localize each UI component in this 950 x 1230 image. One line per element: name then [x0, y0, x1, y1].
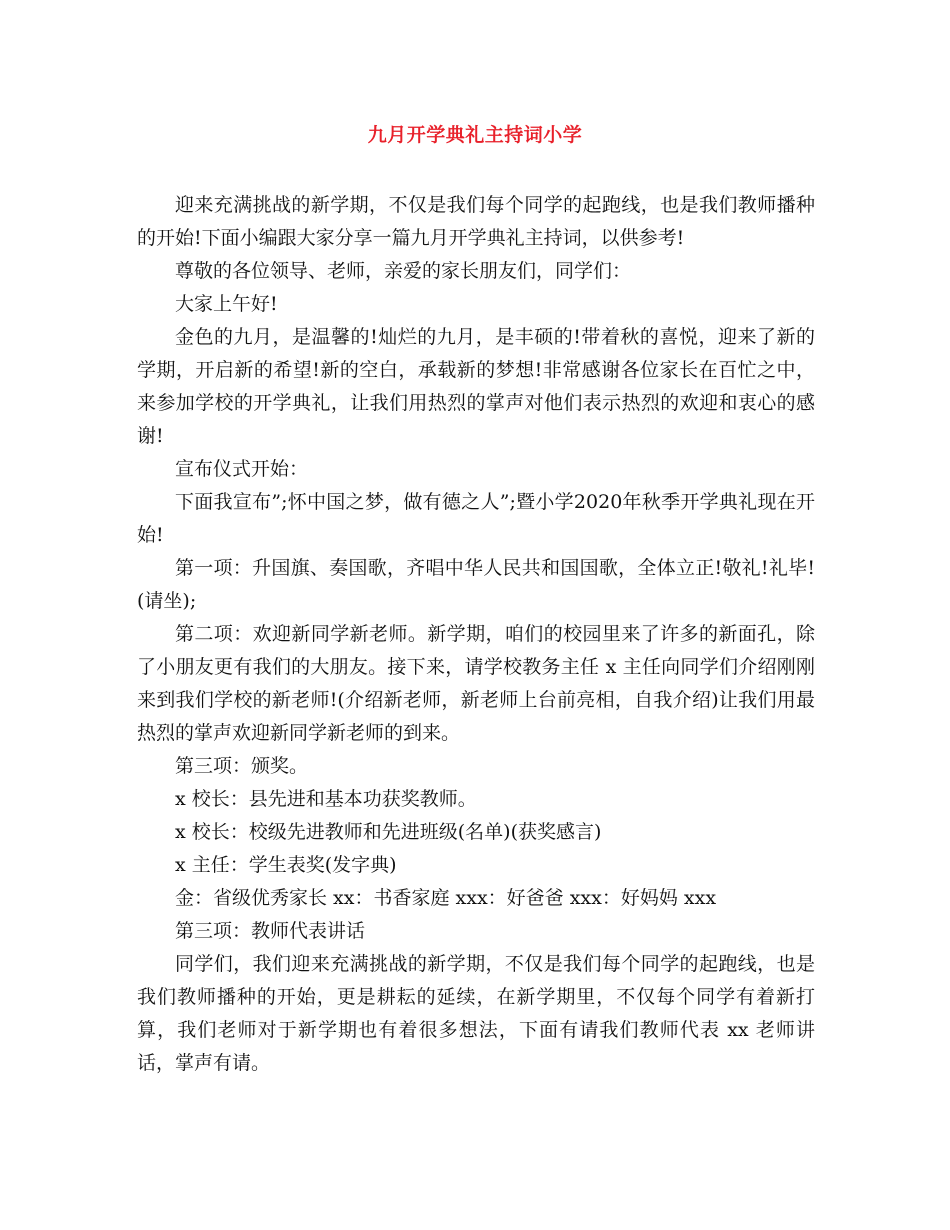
- paragraph-item-3: 第三项：颁奖。: [175, 755, 309, 777]
- paragraph-greeting: 大家上午好!: [175, 293, 278, 315]
- paragraph-item-3-speech: 第三项：教师代表讲话: [175, 920, 366, 942]
- paragraph-intro: 迎来充满挑战的新学期，不仅是我们每个同学的起跑线，也是我们教师播种的开始!下面小编跟大家分享一篇九月开学典礼主持词，以供参考!: [137, 194, 815, 249]
- paragraph-announcement: 下面我宣布”;怀中国之梦，做有德之人”;暨小学2020年秋季开学典礼现在开始!: [137, 491, 815, 546]
- paragraph-award-3: x 主任：学生表奖(发字典): [175, 854, 397, 876]
- paragraph-award-1: x 校长：县先进和基本功获奖教师。: [175, 788, 477, 810]
- document-body: [137, 189, 815, 1080]
- paragraph-ceremony-start: 宣布仪式开始：: [175, 458, 309, 480]
- paragraph-item-1: 第一项：升国旗、奏国歌，齐唱中华人民共和国国歌，全体立正!敬礼!礼毕!(请坐);: [137, 557, 815, 612]
- paragraph-item-2: 第二项：欢迎新同学新老师。新学期，咱们的校园里来了许多的新面孔，除了小朋友更有我们的大朋友。接下来，请学校教务主任 x 主任向同学们介绍刚刚来到我们学校的新老师!(介绍新老师，新老师上台前亮相，自我介绍)让我们用最热烈的掌声欢迎新同学新老师的到来。: [137, 623, 815, 744]
- paragraph-award-2: x 校长：校级先进教师和先进班级(名单)(获奖感言): [175, 821, 602, 843]
- paragraph-salutation: 尊敬的各位领导、老师，亲爱的家长朋友们，同学们：: [175, 260, 632, 282]
- paragraph-award-4: 金：省级优秀家长 xx：书香家庭 xxx：好爸爸 xxx：好妈妈 xxx: [175, 887, 717, 909]
- paragraph-speech-intro: 同学们，我们迎来充满挑战的新学期，不仅是我们每个同学的起跑线，也是我们教师播种的开始，更是耕耘的延续，在新学期里，不仅每个同学有着新打算，我们老师对于新学期也有着很多想法，下面有请我们教师代表 xx 老师讲话，掌声有请。: [137, 953, 815, 1074]
- document-title: 九月开学典礼主持词小学: [367, 124, 583, 146]
- paragraph-opening: 金色的九月，是温馨的!灿烂的九月，是丰硕的!带着秋的喜悦，迎来了新的学期，开启新的希望!新的空白，承载新的梦想!非常感谢各位家长在百忙之中，来参加学校的开学典礼，让我们用热烈的掌声对他们表示热烈的欢迎和衷心的感谢!: [137, 326, 815, 447]
